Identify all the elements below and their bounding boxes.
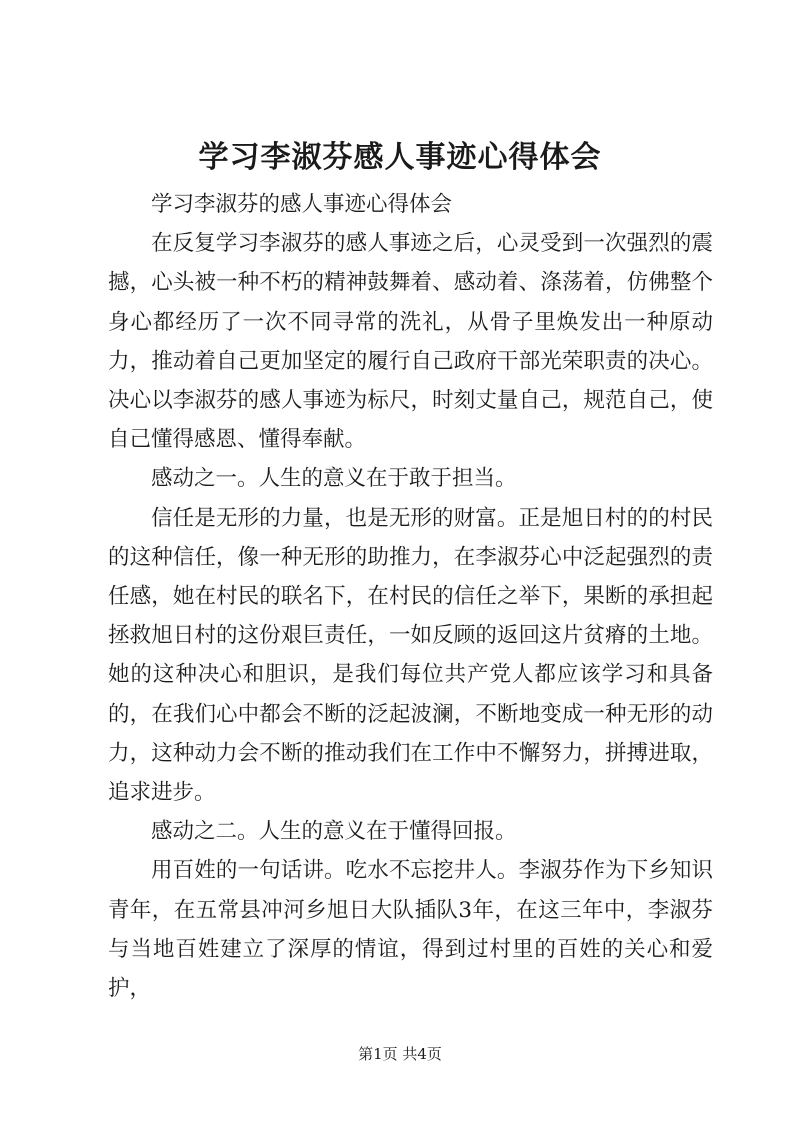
- page-footer: 第1页 共4页: [358, 1045, 442, 1063]
- paragraph-intro: 在反复学习李淑芬的感人事迹之后，心灵受到一次强烈的震撼，心头被一种不朽的精神鼓舞着、感动着、涤荡着，仿佛整个身心都经历了一次不同寻常的洗礼，从骨子里焕发出一种原动力，推动着自己更加坚定的履行自己政府干部光荣职责的决心。决心以李淑芬的感人事迹为标尺，时刻丈量自己，规范自己，使自己懂得感恩、懂得奉献。: [108, 231, 713, 453]
- paragraph-trust: 信任是无形的力量，也是无形的财富。正是旭日村的的村民的这种信任，像一种无形的助推力，在李淑芬心中泛起强烈的责任感，她在村民的联名下，在村民的信任之举下，果断的承担起拯救旭日村的这份艰巨责任，一如反顾的返回这片贫瘠的土地。她的这种决心和胆识，是我们每位共产党人都应该学习和具备的，在我们心中都会不断的泛起波澜，不断地变成一种无形的动力，这种动力会不断的推动我们在工作中不懈努力，拼搏进取，追求进步。: [108, 505, 713, 806]
- document-title: 学习李淑芬感人事迹心得体会: [198, 140, 602, 175]
- paragraph-heading-2: 感动之二。人生的意义在于懂得回报。: [151, 819, 517, 845]
- paragraph-subtitle: 学习李淑芬的感人事迹心得体会: [151, 192, 453, 217]
- paragraph-heading-1: 感动之一。人生的意义在于敢于担当。: [151, 466, 517, 492]
- paragraph-repay: 用百姓的一句话讲。吃水不忘挖井人。李淑芬作为下乡知识青年，在五常县冲河乡旭日大队插队3年，在这三年中，李淑芬与当地百姓建立了深厚的情谊，得到过村里的百姓的关心和爱护，: [108, 858, 713, 1002]
- document-body: [108, 185, 713, 1008]
